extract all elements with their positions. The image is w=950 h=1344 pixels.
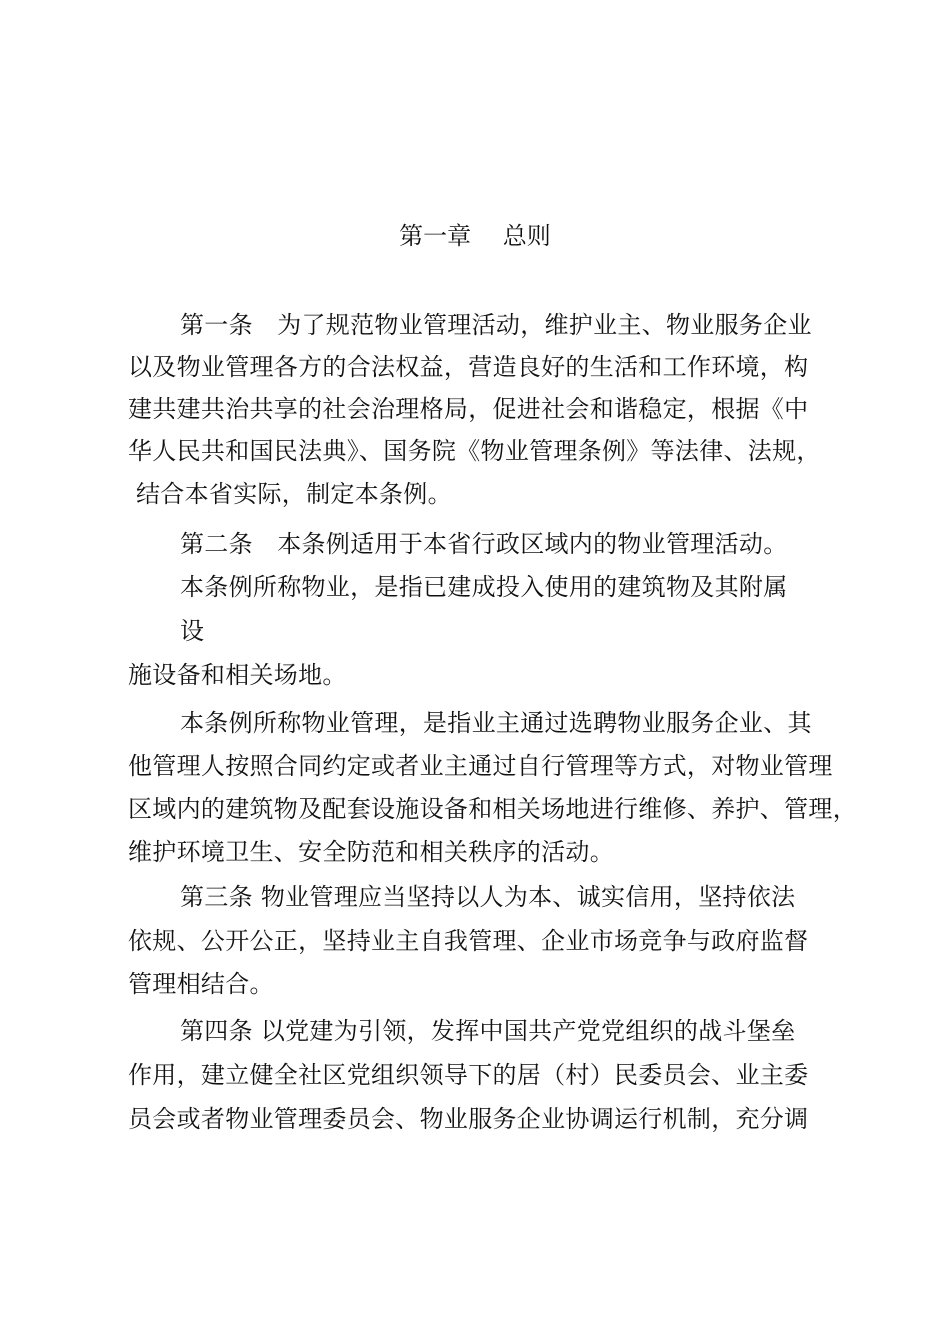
text-line: 本条例所称物业管理，是指业主通过选聘物业服务企业、其 (180, 709, 812, 737)
text-line: 管理相结合。 (128, 970, 274, 998)
text-line: 第四条 以党建为引领，发挥中国共产党党组织的战斗堡垒 (180, 1017, 796, 1045)
text-line: 他管理人按照合同约定或者业主通过自行管理等方式，对物业管理 (128, 752, 833, 780)
text-line: 施设备和相关场地。 (128, 661, 347, 689)
text-line: 以及物业管理各方的合法权益，营造良好的生活和工作环境，构 (128, 353, 809, 381)
text-line: 华人民共和国民法典》、国务院《物业管理条例》等法律、法规， (128, 437, 821, 465)
text-line: 设 (180, 617, 205, 645)
text-line: 建共建共治共享的社会治理格局，促进社会和谐稳定，根据《中 (128, 395, 809, 423)
chapter-title: 第一章 总则 (399, 222, 551, 250)
text-line: 维护环境卫生、安全防范和相关秩序的活动。 (128, 838, 614, 866)
text-line: 第三条 物业管理应当坚持以人为本、诚实信用，坚持依法 (180, 883, 796, 911)
text-line: 第二条 本条例适用于本省行政区域内的物业管理活动。 (180, 530, 788, 558)
text-line: 第一条 为了规范物业管理活动，维护业主、物业服务企业 (180, 311, 812, 339)
text-line: 依规、公开公正，坚持业主自我管理、企业市场竞争与政府监督 (128, 927, 809, 955)
text-line: 员会或者物业管理委员会、物业服务企业协调运行机制，充分调 (128, 1105, 809, 1133)
text-line: 区域内的建筑物及配套设施设备和相关场地进行维修、养护、管理， (128, 795, 857, 823)
text-line: 本条例所称物业，是指已建成投入使用的建筑物及其附属 (180, 573, 788, 601)
text-line: 结合本省实际，制定本条例。 (136, 480, 452, 508)
text-line: 作用，建立健全社区党组织领导下的居（村）民委员会、业主委 (128, 1061, 809, 1089)
